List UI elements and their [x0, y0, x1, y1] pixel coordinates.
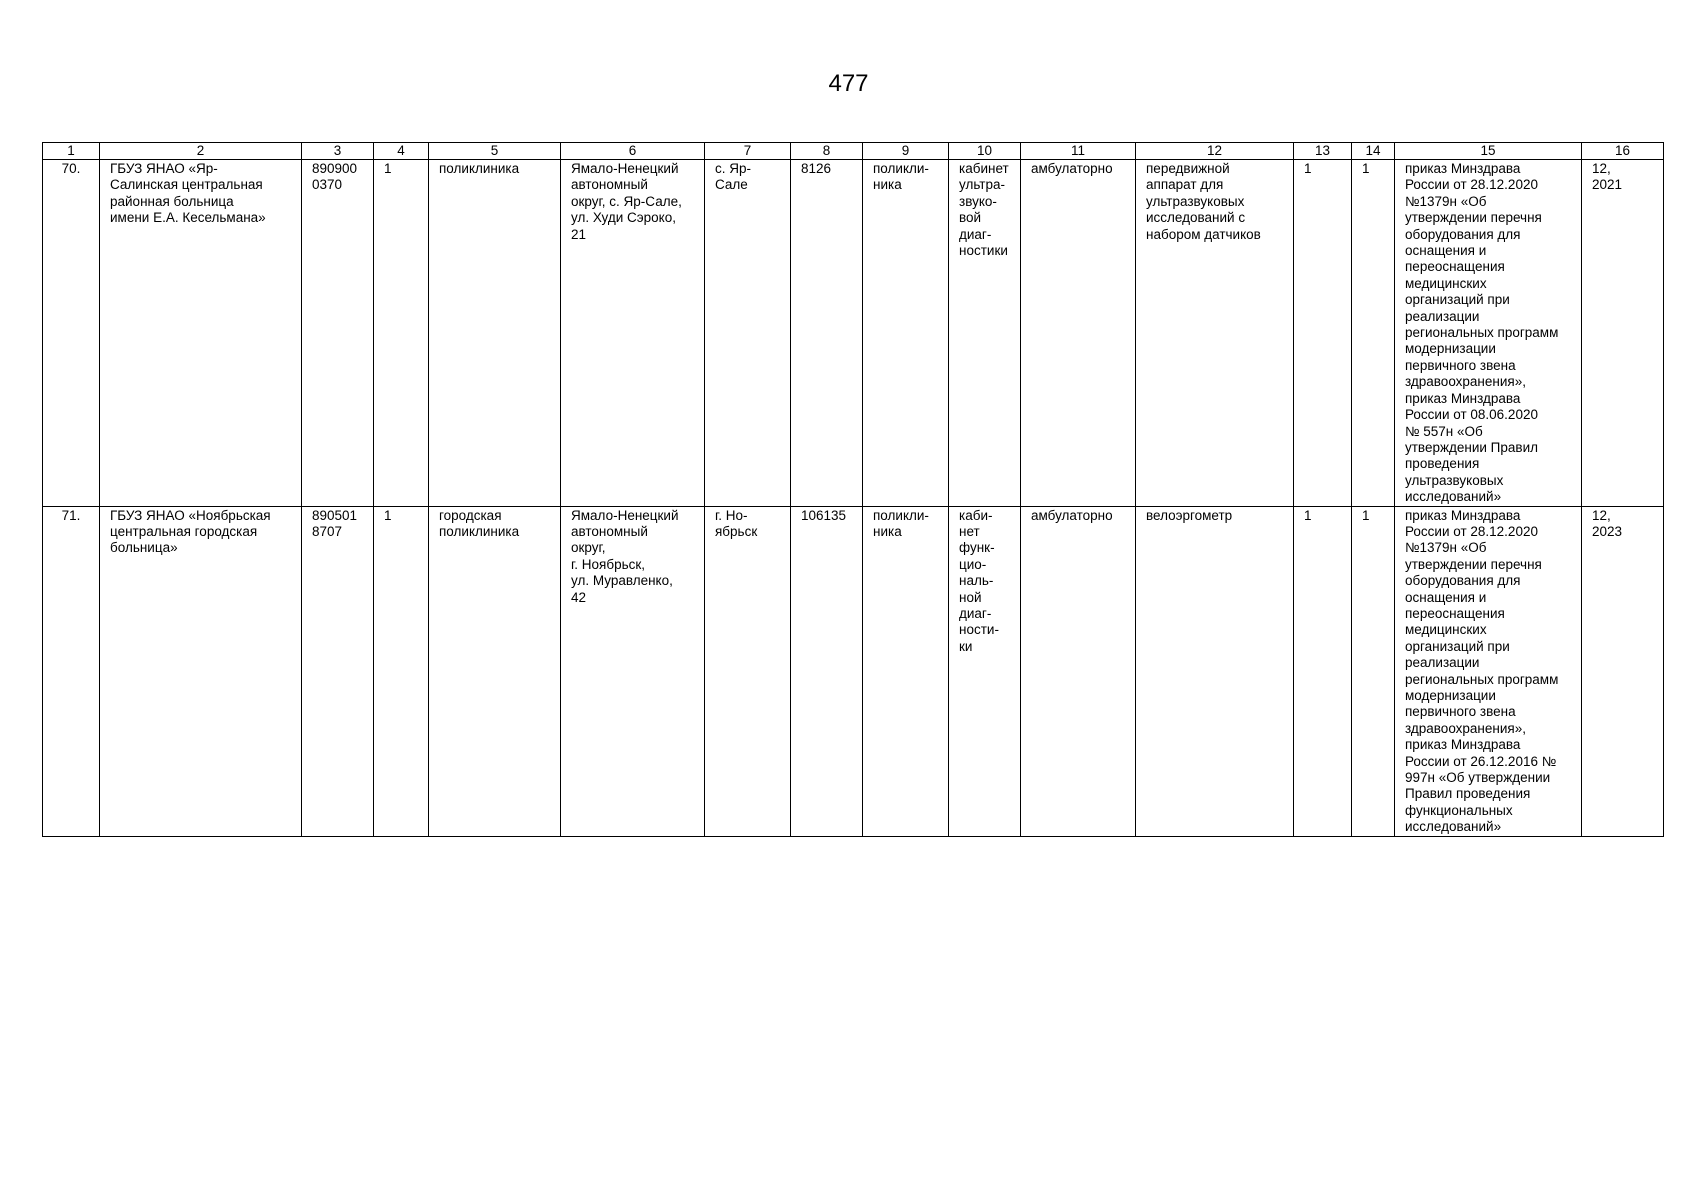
table-row	[43, 160, 1664, 507]
regulation-cell: приказ Минздрава России от 28.12.2020 №1379н «Об утверждении перечня оборудования для оснащения и переоснащения медицинских организаций при реализации региональных программ модернизации первичного звена здравоохранения», приказ Минздрава России от 08.06.2020 № 557н «Об утверждении Правил проведения ультразвуковых исследований»	[1395, 160, 1582, 507]
equipment-cell: передвижной аппарат для ультразвуковых исследований с набором датчиков	[1136, 160, 1294, 507]
facility-type-cell: городская поликлиника	[429, 506, 561, 836]
department-cell: кабинет ультра- звуко- вой диаг- ностики	[949, 160, 1021, 507]
address-cell: Ямало-Ненецкий автономный округ, г. Ноябрьск, ул. Муравленко, 42	[561, 506, 705, 836]
facility-type-cell: поликлиника	[429, 160, 561, 507]
organization-cell: ГБУЗ ЯНАО «Ноябрьская центральная городская больница»	[100, 506, 302, 836]
care-mode-cell: амбулаторно	[1021, 160, 1136, 507]
column-number: 8	[791, 143, 863, 160]
unit-type-cell: поликли- ника	[863, 506, 949, 836]
column-number: 9	[863, 143, 949, 160]
quantity-cell: 1	[1352, 160, 1395, 507]
population-cell: 8126	[791, 160, 863, 507]
code-cell: 890501 8707	[302, 506, 374, 836]
column-number: 12	[1136, 143, 1294, 160]
care-mode-cell: амбулаторно	[1021, 506, 1136, 836]
quantity-cell: 1	[1352, 506, 1395, 836]
column-number: 7	[705, 143, 791, 160]
equipment-cell: велоэргометр	[1136, 506, 1294, 836]
row-number-cell: 71.	[43, 506, 100, 836]
column-number: 3	[302, 143, 374, 160]
column-number: 16	[1582, 143, 1664, 160]
date-cell: 12, 2023	[1582, 506, 1664, 836]
date-cell: 12, 2021	[1582, 160, 1664, 507]
quantity-cell: 1	[1294, 160, 1352, 507]
settlement-cell: с. Яр- Сале	[705, 160, 791, 507]
population-cell: 106135	[791, 506, 863, 836]
column-number-row	[43, 143, 1664, 160]
row-number-cell: 70.	[43, 160, 100, 507]
page-number: 477	[828, 70, 869, 97]
department-cell: каби- нет функ- цио- наль- ной диаг- ности- ки	[949, 506, 1021, 836]
column-number: 2	[100, 143, 302, 160]
column-number: 14	[1352, 143, 1395, 160]
address-cell: Ямало-Ненецкий автономный округ, с. Яр-Сале, ул. Худи Сэроко, 21	[561, 160, 705, 507]
column-number: 4	[374, 143, 429, 160]
column-number: 5	[429, 143, 561, 160]
settlement-cell: г. Но- ябрьск	[705, 506, 791, 836]
code-cell: 890900 0370	[302, 160, 374, 507]
quantity-cell: 1	[1294, 506, 1352, 836]
registry-table	[42, 142, 1664, 837]
count-cell: 1	[374, 506, 429, 836]
count-cell: 1	[374, 160, 429, 507]
column-number: 6	[561, 143, 705, 160]
regulation-cell: приказ Минздрава России от 28.12.2020 №1379н «Об утверждении перечня оборудования для оснащения и переоснащения медицинских организаций при реализации региональных программ модернизации первичного звена здравоохранения», приказ Минздрава России от 26.12.2016 № 997н «Об утверждении Правил проведения функциональных исследований»	[1395, 506, 1582, 836]
column-number: 10	[949, 143, 1021, 160]
column-number: 1	[43, 143, 100, 160]
column-number: 13	[1294, 143, 1352, 160]
unit-type-cell: поликли- ника	[863, 160, 949, 507]
column-number: 15	[1395, 143, 1582, 160]
organization-cell: ГБУЗ ЯНАО «Яр- Салинская центральная районная больница имени Е.А. Кесельмана»	[100, 160, 302, 507]
table-row	[43, 506, 1664, 836]
column-number: 11	[1021, 143, 1136, 160]
